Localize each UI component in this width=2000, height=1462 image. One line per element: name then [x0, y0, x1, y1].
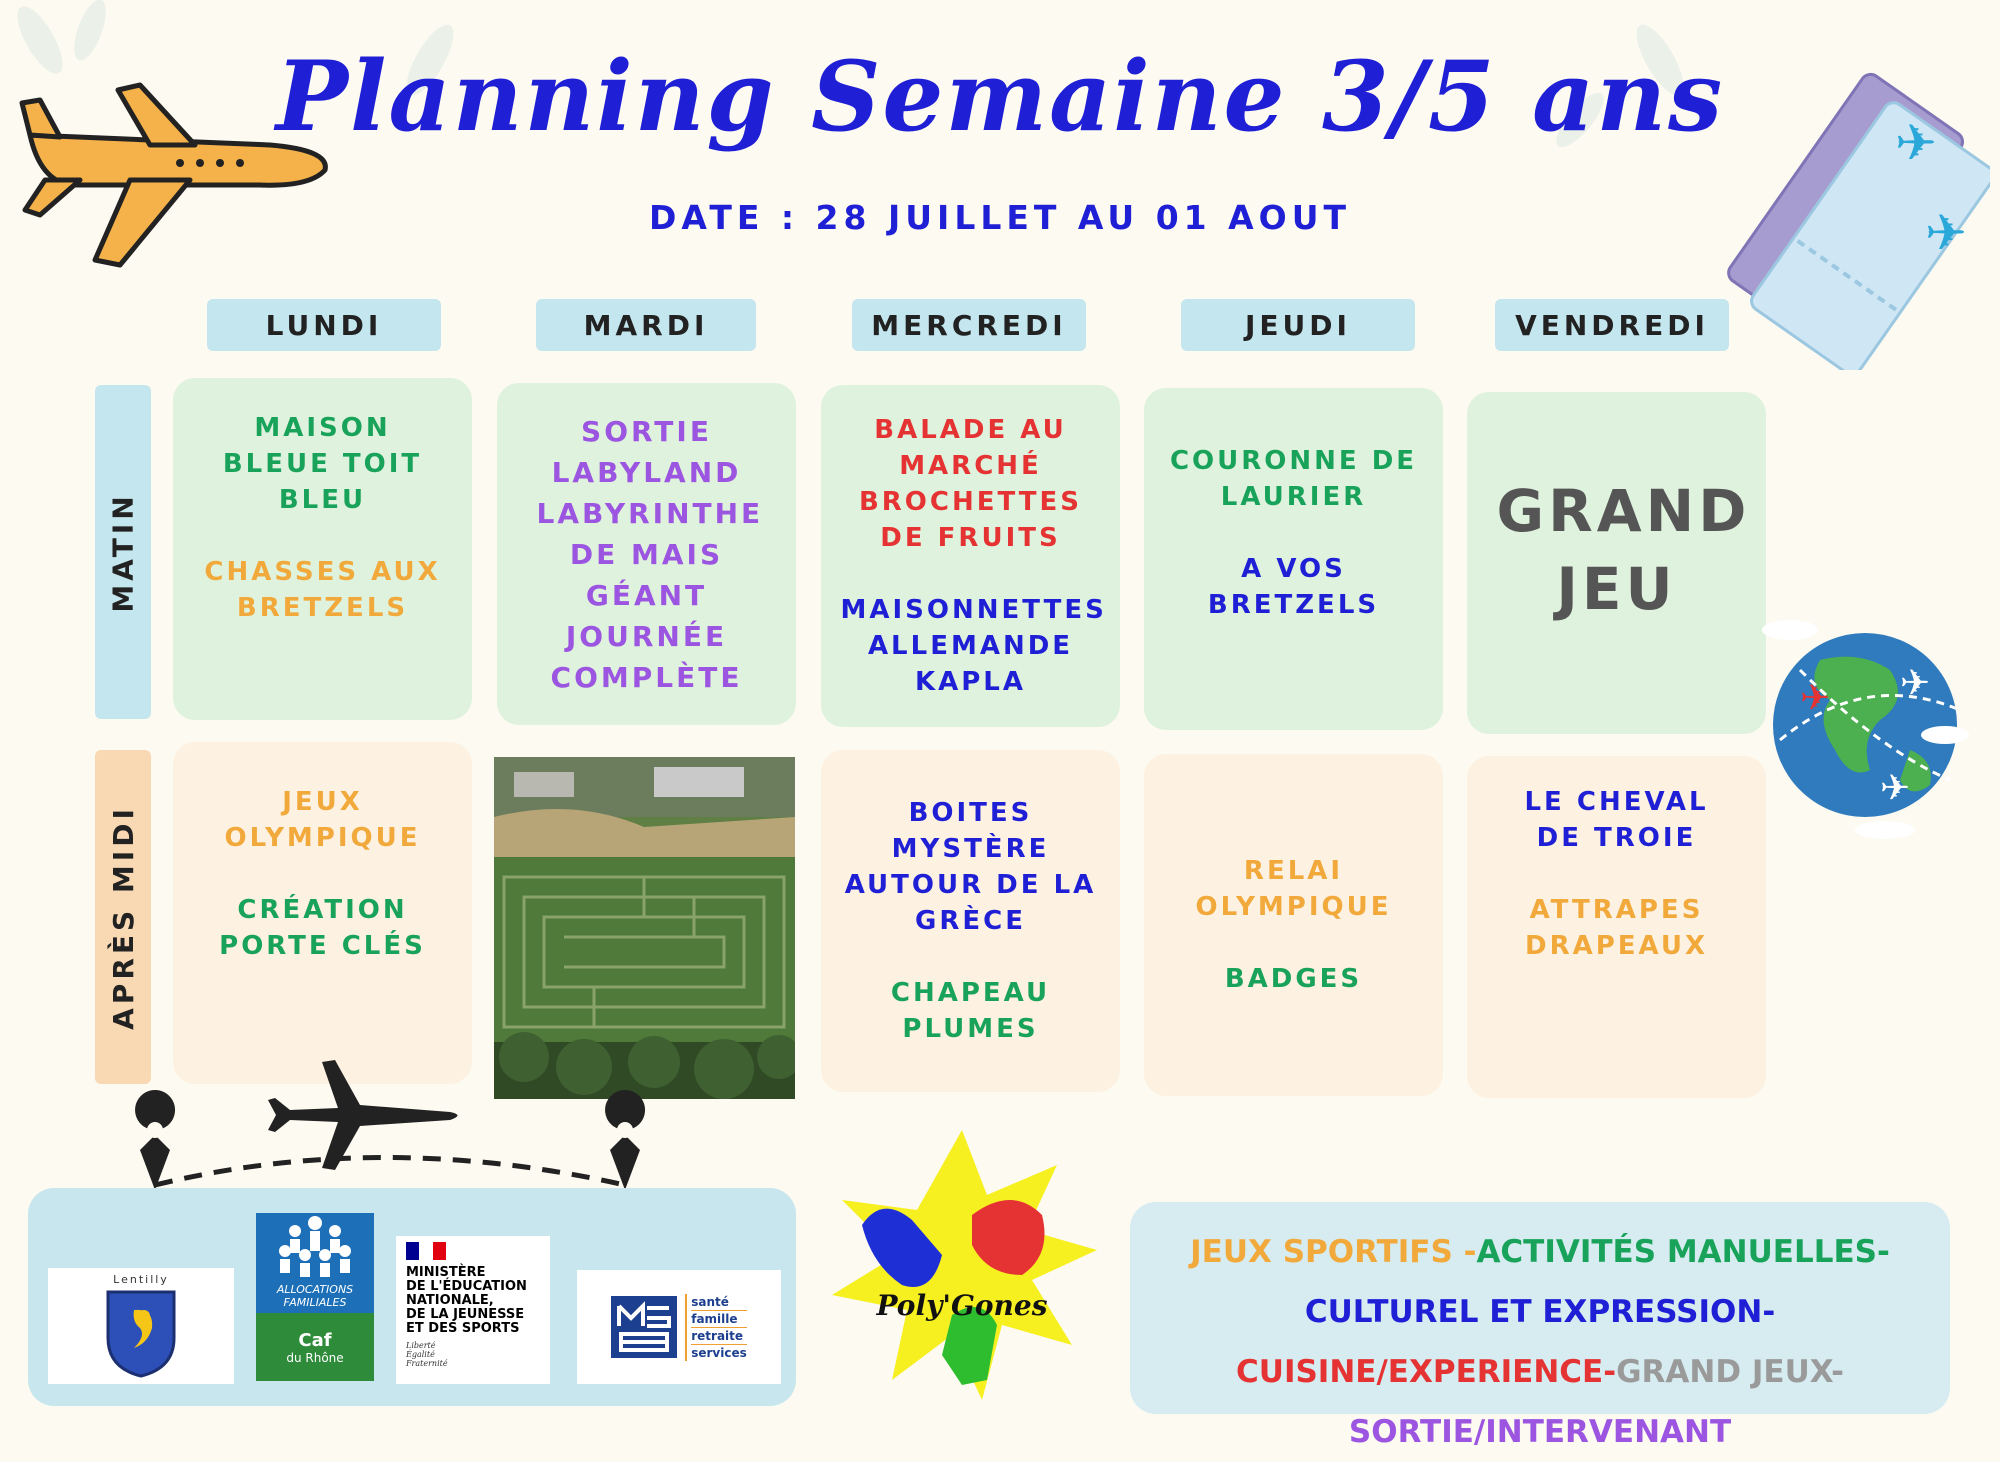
caf-green-band: Caf du Rhône — [256, 1313, 374, 1381]
caf-people-icon — [270, 1213, 360, 1283]
svg-text:✈: ✈ — [1900, 663, 1931, 704]
activity-legend — [1130, 1202, 1950, 1450]
globe-icon — [1760, 610, 1970, 840]
flight-path-decoration — [130, 1060, 650, 1200]
labyrinth-photo — [494, 757, 795, 1099]
msa-mark-icon — [611, 1296, 677, 1358]
svg-text:✈: ✈ — [1800, 678, 1831, 719]
cell-vendredi-apres-midi: LE CHEVAL DE TROIE ATTRAPES DRAPEAUX — [1467, 756, 1766, 1098]
svg-text:✈: ✈ — [1925, 204, 1967, 262]
cell-lundi-apres-midi: JEUX OLYMPIQUE CRÉATION PORTE CLÉS — [173, 742, 472, 1084]
cell-jeudi-apres-midi: RELAI OLYMPIQUE BADGES — [1144, 754, 1443, 1096]
day-header-jeudi: JEUDI — [1181, 299, 1415, 351]
row-label-matin: MATIN — [95, 385, 151, 719]
row-label-apres-midi: APRÈS MIDI — [95, 750, 151, 1084]
svg-text:Poly'Gones: Poly'Gones — [876, 1289, 1048, 1322]
svg-text:✈: ✈ — [1895, 114, 1937, 172]
day-header-lundi: LUNDI — [207, 299, 441, 351]
day-header-mercredi: MERCREDI — [852, 299, 1086, 351]
svg-text:✈: ✈ — [1880, 768, 1911, 809]
coat-of-arms-icon — [104, 1288, 178, 1380]
lentilly-logo: Lentilly — [48, 1268, 234, 1384]
ministere-logo: MINISTÈRE DE L'ÉDUCATION NATIONALE, DE LA JEUNESSE ET DES SPORTS Liberté Égalité Fraternité — [396, 1236, 550, 1384]
date-range: DATE : 28 JUILLET AU 01 AOUT — [648, 198, 1352, 237]
legend-cuisine: CUISINE/EXPERIENCE- — [1236, 1354, 1617, 1390]
day-header-vendredi: VENDREDI — [1495, 299, 1729, 351]
caf-logo: ALLOCATIONS FAMILIALES Caf du Rhône — [256, 1213, 374, 1381]
legend-sport: JEUX SPORTIFS - — [1190, 1234, 1477, 1270]
cell-lundi-matin: MAISON BLEUE TOIT BLEU CHASSES AUX BRETZELS — [173, 378, 472, 720]
cell-jeudi-matin: COURONNE DE LAURIER A VOS BRETZELS — [1144, 388, 1443, 730]
legend-manuelles: ACTIVITÉS MANUELLES- — [1476, 1234, 1890, 1270]
msa-logo: santé famille retraite services — [577, 1270, 781, 1384]
legend-culturel: CULTUREL ET EXPRESSION- — [1304, 1294, 1776, 1330]
marianne-flag-icon — [406, 1242, 446, 1260]
page-title: Planning Semaine 3/5 ans — [275, 40, 1725, 153]
day-header-mardi: MARDI — [536, 299, 756, 351]
cell-mercredi-matin: BALADE AU MARCHÉ BROCHETTES DE FRUITS MAISONNETTES ALLEMANDE KAPLA — [821, 385, 1120, 727]
legend-grand-jeux: GRAND JEUX- — [1616, 1354, 1844, 1390]
cell-vendredi-matin: GRAND JEU — [1467, 392, 1766, 734]
cell-mardi-matin: SORTIE LABYLAND LABYRINTHE DE MAIS GÉANT JOURNÉE COMPLÈTE — [497, 383, 796, 725]
legend-sortie: SORTIE/INTERVENANT — [1348, 1414, 1732, 1450]
cell-mercredi-apres-midi: BOITES MYSTÈRE AUTOUR DE LA GRÈCE CHAPEAU PLUMES — [821, 750, 1120, 1092]
polygones-logo — [822, 1125, 1102, 1405]
